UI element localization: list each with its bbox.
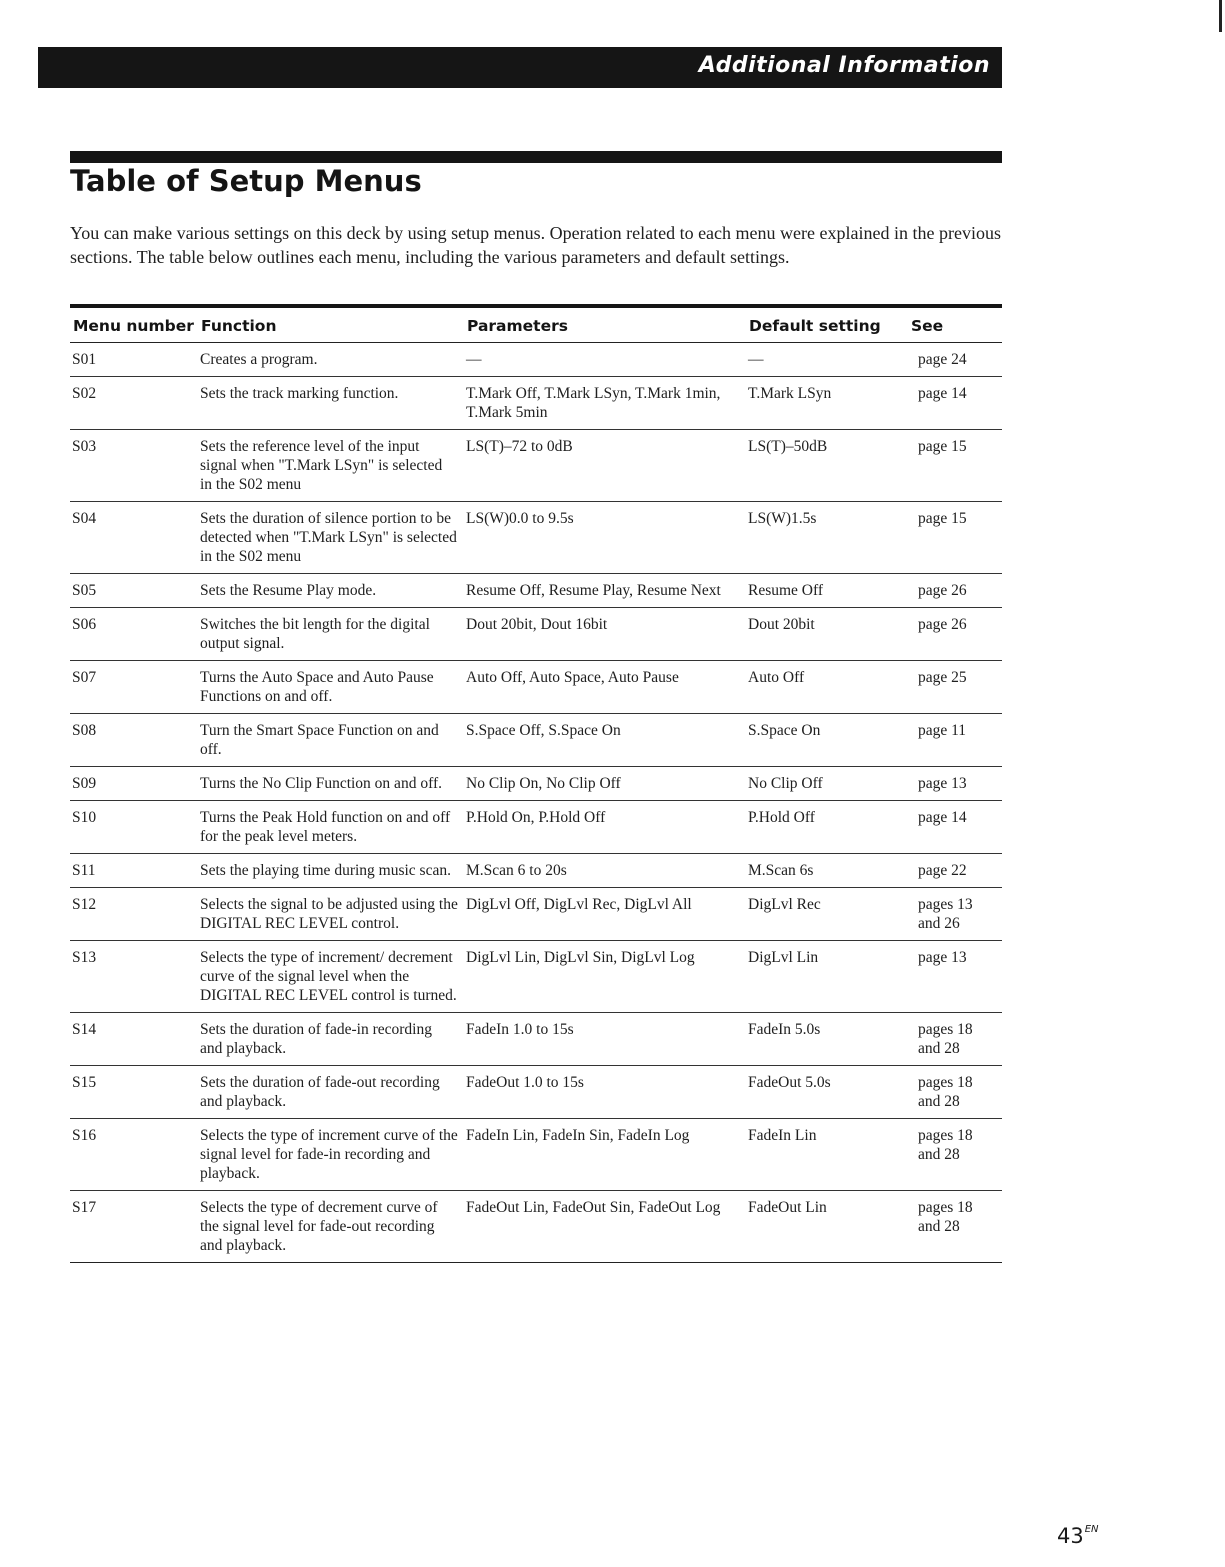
cell-see: pages 13 and 26 [908, 888, 1002, 941]
cell-default-setting: Auto Off [746, 661, 908, 714]
cell-menu-number: S01 [70, 343, 198, 377]
cell-menu-number: S06 [70, 608, 198, 661]
cell-see: pages 18 and 28 [908, 1191, 1002, 1263]
cell-see: pages 18 and 28 [908, 1066, 1002, 1119]
cell-see: page 26 [908, 574, 1002, 608]
cell-menu-number: S04 [70, 502, 198, 574]
cell-menu-number: S07 [70, 661, 198, 714]
cell-default-setting: Dout 20bit [746, 608, 908, 661]
header-see: See [908, 310, 1002, 343]
cell-menu-number: S05 [70, 574, 198, 608]
cell-function: Sets the duration of fade-out recording and playback. [198, 1066, 464, 1119]
cell-default-setting: No Clip Off [746, 767, 908, 801]
cell-default-setting: FadeOut 5.0s [746, 1066, 908, 1119]
table-body [70, 343, 1002, 1263]
table-row [70, 661, 1002, 714]
table-row [70, 608, 1002, 661]
cell-parameters: LS(T)–72 to 0dB [464, 430, 746, 502]
cell-parameters: P.Hold On, P.Hold Off [464, 801, 746, 854]
table-row [70, 941, 1002, 1013]
header-menu-number: Menu number [70, 310, 198, 343]
cell-see: page 24 [908, 343, 1002, 377]
page-number-value: 43 [1057, 1524, 1084, 1548]
cell-menu-number: S17 [70, 1191, 198, 1263]
cell-parameters: Auto Off, Auto Space, Auto Pause [464, 661, 746, 714]
cell-function: Sets the reference level of the input signal when "T.Mark LSyn" is selected in the S02 menu [198, 430, 464, 502]
table-top-rule [70, 304, 1002, 308]
cell-parameters: T.Mark Off, T.Mark LSyn, T.Mark 1min, T.Mark 5min [464, 377, 746, 430]
cell-menu-number: S08 [70, 714, 198, 767]
cell-parameters: Dout 20bit, Dout 16bit [464, 608, 746, 661]
cell-default-setting: P.Hold Off [746, 801, 908, 854]
table-row [70, 1013, 1002, 1066]
page-number [1057, 1524, 1099, 1548]
cell-see: page 13 [908, 767, 1002, 801]
table-row [70, 854, 1002, 888]
cell-see: page 25 [908, 661, 1002, 714]
cell-function: Sets the duration of fade-in recording and playback. [198, 1013, 464, 1066]
cell-see: page 15 [908, 430, 1002, 502]
cell-menu-number: S10 [70, 801, 198, 854]
cell-default-setting: T.Mark LSyn [746, 377, 908, 430]
table-row [70, 1119, 1002, 1191]
cell-default-setting: M.Scan 6s [746, 854, 908, 888]
cell-menu-number: S16 [70, 1119, 198, 1191]
cell-see: page 14 [908, 801, 1002, 854]
cell-default-setting: DigLvl Lin [746, 941, 908, 1013]
cell-see: page 22 [908, 854, 1002, 888]
table-row [70, 714, 1002, 767]
table-row [70, 502, 1002, 574]
table-row [70, 767, 1002, 801]
title-rule [70, 151, 1002, 163]
cell-function: Sets the playing time during music scan. [198, 854, 464, 888]
cell-default-setting: FadeIn Lin [746, 1119, 908, 1191]
cell-menu-number: S15 [70, 1066, 198, 1119]
cell-menu-number: S11 [70, 854, 198, 888]
cell-default-setting: Resume Off [746, 574, 908, 608]
cell-parameters: M.Scan 6 to 20s [464, 854, 746, 888]
section-label: Additional Information [698, 53, 990, 78]
table-row [70, 1066, 1002, 1119]
table-row [70, 1191, 1002, 1263]
cell-function: Sets the Resume Play mode. [198, 574, 464, 608]
edge-mark [1219, 0, 1222, 32]
cell-parameters: FadeOut Lin, FadeOut Sin, FadeOut Log [464, 1191, 746, 1263]
header-default-setting: Default setting [746, 310, 908, 343]
table-row [70, 801, 1002, 854]
cell-default-setting: — [746, 343, 908, 377]
cell-default-setting: FadeOut Lin [746, 1191, 908, 1263]
table-row [70, 574, 1002, 608]
cell-function: Turns the Peak Hold function on and off for the peak level meters. [198, 801, 464, 854]
cell-function: Selects the type of decrement curve of the signal level for fade-out recording and playback. [198, 1191, 464, 1263]
cell-function: Selects the type of increment curve of the signal level for fade-in recording and playback. [198, 1119, 464, 1191]
table-row [70, 377, 1002, 430]
section-header-bar [38, 47, 1002, 88]
cell-see: page 14 [908, 377, 1002, 430]
table-row [70, 430, 1002, 502]
cell-see: page 26 [908, 608, 1002, 661]
page-number-suffix: EN [1084, 1524, 1099, 1535]
cell-default-setting: DigLvl Rec [746, 888, 908, 941]
cell-default-setting: S.Space On [746, 714, 908, 767]
cell-see: page 15 [908, 502, 1002, 574]
cell-function: Creates a program. [198, 343, 464, 377]
cell-parameters: FadeOut 1.0 to 15s [464, 1066, 746, 1119]
cell-parameters: DigLvl Lin, DigLvl Sin, DigLvl Log [464, 941, 746, 1013]
header-parameters: Parameters [464, 310, 746, 343]
cell-menu-number: S12 [70, 888, 198, 941]
cell-see: pages 18 and 28 [908, 1119, 1002, 1191]
table-row [70, 888, 1002, 941]
cell-function: Sets the track marking function. [198, 377, 464, 430]
cell-function: Selects the type of increment/ decrement curve of the signal level when the DIGITAL REC LEVEL control is turned. [198, 941, 464, 1013]
cell-function: Selects the signal to be adjusted using the DIGITAL REC LEVEL control. [198, 888, 464, 941]
cell-function: Turns the Auto Space and Auto Pause Functions on and off. [198, 661, 464, 714]
cell-menu-number: S02 [70, 377, 198, 430]
cell-default-setting: LS(W)1.5s [746, 502, 908, 574]
cell-parameters: FadeIn 1.0 to 15s [464, 1013, 746, 1066]
cell-parameters: DigLvl Off, DigLvl Rec, DigLvl All [464, 888, 746, 941]
cell-function: Turns the No Clip Function on and off. [198, 767, 464, 801]
cell-see: pages 18 and 28 [908, 1013, 1002, 1066]
intro-paragraph: You can make various settings on this deck by using setup menus. Operation related to each menu were explained in the previous sections. The table below outlines each menu, including the various parameters and default settings. [70, 223, 1001, 267]
cell-see: page 13 [908, 941, 1002, 1013]
setup-menu-table [70, 310, 1002, 1263]
cell-menu-number: S09 [70, 767, 198, 801]
cell-default-setting: LS(T)–50dB [746, 430, 908, 502]
table-header-row [70, 310, 1002, 343]
cell-parameters: No Clip On, No Clip Off [464, 767, 746, 801]
page-title: Table of Setup Menus [70, 164, 422, 198]
cell-parameters: S.Space Off, S.Space On [464, 714, 746, 767]
cell-parameters: Resume Off, Resume Play, Resume Next [464, 574, 746, 608]
cell-menu-number: S14 [70, 1013, 198, 1066]
cell-parameters: — [464, 343, 746, 377]
table-row [70, 343, 1002, 377]
cell-menu-number: S13 [70, 941, 198, 1013]
cell-function: Turn the Smart Space Function on and off. [198, 714, 464, 767]
cell-parameters: LS(W)0.0 to 9.5s [464, 502, 746, 574]
cell-menu-number: S03 [70, 430, 198, 502]
cell-function: Switches the bit length for the digital output signal. [198, 608, 464, 661]
cell-see: page 11 [908, 714, 1002, 767]
cell-default-setting: FadeIn 5.0s [746, 1013, 908, 1066]
cell-parameters: FadeIn Lin, FadeIn Sin, FadeIn Log [464, 1119, 746, 1191]
cell-function: Sets the duration of silence portion to be detected when "T.Mark LSyn" is selected in the S02 menu [198, 502, 464, 574]
header-function: Function [198, 310, 464, 343]
